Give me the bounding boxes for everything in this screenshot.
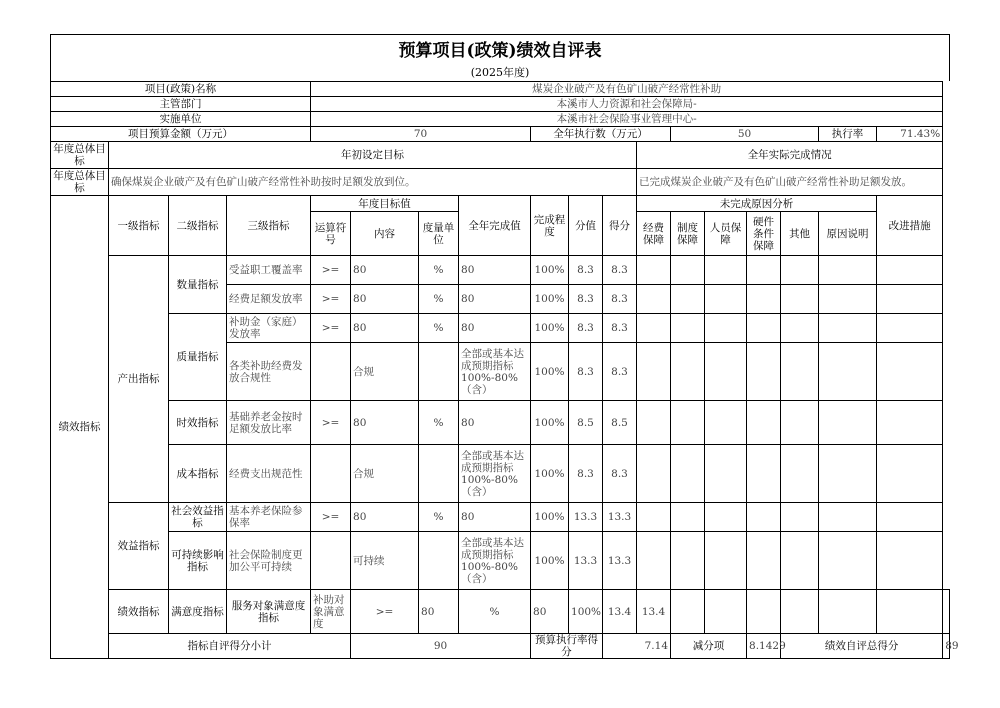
exec-score-label: 预算执行率得分 xyxy=(531,634,603,659)
actual-header: 全年完成值 xyxy=(459,196,531,256)
indicator-name: 基本养老保险参保率 xyxy=(227,503,311,532)
executor-label: 实施单位 xyxy=(51,112,311,127)
completion-cell: 100% xyxy=(531,285,569,314)
deduct-label: 减分项 xyxy=(671,634,747,659)
reason-system-header: 制度保障 xyxy=(671,212,705,256)
unit-cell: % xyxy=(419,314,459,343)
unit-cell xyxy=(419,343,459,401)
content-cell: 80 xyxy=(351,503,419,532)
executor-value: 本溪市社会保险事业管理中心- xyxy=(311,112,943,127)
output-indicator-label: 产出指标 xyxy=(109,256,169,503)
score-value-header: 分值 xyxy=(569,196,603,256)
score-header: 得分 xyxy=(603,196,637,256)
satisfaction-indicator-label: 满意度指标 xyxy=(169,590,227,634)
table-row xyxy=(51,445,950,503)
indicator-name: 受益职工覆盖率 xyxy=(227,256,311,285)
actual-cell: 80 xyxy=(459,503,531,532)
group-sustain: 可持续影响指标 xyxy=(169,532,227,590)
score-cell: 8.3 xyxy=(603,314,637,343)
budget-value: 70 xyxy=(311,127,531,142)
improve-header: 改进措施 xyxy=(877,196,943,256)
score-cell: 13.3 xyxy=(603,532,637,590)
completion-header: 完成程度 xyxy=(531,196,569,256)
score-cell: 13.3 xyxy=(603,503,637,532)
group-quality: 质量指标 xyxy=(169,314,227,401)
reason-funds-header: 经费保障 xyxy=(637,212,671,256)
indicator-name: 补助对象满意度 xyxy=(311,590,351,634)
op-cell: >= xyxy=(311,285,351,314)
initial-goal-header: 年初设定目标 xyxy=(109,142,637,169)
unit-cell xyxy=(419,445,459,503)
content-cell: 80 xyxy=(351,285,419,314)
score-value-cell: 8.3 xyxy=(569,343,603,401)
reason-desc-header: 原因说明 xyxy=(819,212,877,256)
actual-cell: 80 xyxy=(459,314,531,343)
actual-goal-text: 已完成煤炭企业破产及有色矿山破产经常性补助足额发放。 xyxy=(637,169,943,196)
content-header: 内容 xyxy=(351,212,419,256)
completion-cell: 100% xyxy=(531,256,569,285)
total-value: 89 xyxy=(943,634,950,659)
unit-cell: % xyxy=(459,590,531,634)
completion-cell: 100% xyxy=(531,532,569,590)
exec-rate-label: 执行率 xyxy=(819,127,877,142)
content-cell: 80 xyxy=(351,401,419,445)
evaluation-table xyxy=(50,81,959,659)
group-quantity: 数量指标 xyxy=(169,256,227,314)
score-cell: 8.3 xyxy=(603,445,637,503)
level1-header: 一级指标 xyxy=(109,196,169,256)
level2-header: 二级指标 xyxy=(169,196,227,256)
project-name-label: 项目(政策)名称 xyxy=(51,82,311,97)
table-row xyxy=(51,401,950,445)
op-header: 运算符号 xyxy=(311,212,351,256)
content-cell: 合规 xyxy=(351,343,419,401)
evaluation-sheet xyxy=(50,34,959,659)
actual-goal-header: 全年实际完成情况 xyxy=(637,142,943,169)
indicator-name: 基础养老金按时足额发放比率 xyxy=(227,401,311,445)
score-cell: 8.3 xyxy=(603,256,637,285)
unit-cell: % xyxy=(419,285,459,314)
department-label: 主管部门 xyxy=(51,97,311,112)
project-name-value: 煤炭企业破产及有色矿山破产经常性补助 xyxy=(311,82,943,97)
target-group-header: 年度目标值 xyxy=(311,196,459,212)
actual-cell: 全部或基本达成预期指标100%-80%（含） xyxy=(459,343,531,401)
completion-cell: 100% xyxy=(569,590,603,634)
completion-cell: 100% xyxy=(531,343,569,401)
score-cell: 13.4 xyxy=(637,590,671,634)
content-cell: 80 xyxy=(351,256,419,285)
indicator-name: 经费足额发放率 xyxy=(227,285,311,314)
score-value-cell: 13.4 xyxy=(603,590,637,634)
table-row xyxy=(51,256,950,285)
op-cell: >= xyxy=(311,256,351,285)
score-value-cell: 8.5 xyxy=(569,401,603,445)
actual-spend-label: 全年执行数（万元） xyxy=(531,127,671,142)
initial-goal-text: 确保煤炭企业破产及有色矿山破产经常性补助按时足额发放到位。 xyxy=(109,169,637,196)
unit-cell: % xyxy=(419,401,459,445)
actual-spend-value: 50 xyxy=(671,127,819,142)
goal-label: 年度总体目标 xyxy=(51,142,109,169)
completion-cell: 100% xyxy=(531,401,569,445)
table-row xyxy=(51,590,950,634)
unit-header: 度量单位 xyxy=(419,212,459,256)
unit-cell: % xyxy=(419,503,459,532)
subtotal-value: 90 xyxy=(351,634,531,659)
benefit-indicator-label: 效益指标 xyxy=(109,503,169,590)
actual-cell: 80 xyxy=(459,256,531,285)
unit-cell xyxy=(419,532,459,590)
indicator-name: 社会保险制度更加公平可持续 xyxy=(227,532,311,590)
reason-hardware-header: 硬件条件保障 xyxy=(747,212,781,256)
score-cell: 8.5 xyxy=(603,401,637,445)
table-row xyxy=(51,532,950,590)
completion-cell: 100% xyxy=(531,503,569,532)
exec-rate-value: 71.43% xyxy=(877,127,943,142)
exec-score-value: 7.14 xyxy=(603,634,671,659)
content-cell: 可持续 xyxy=(351,532,419,590)
score-value-cell: 8.3 xyxy=(569,314,603,343)
department-value: 本溪市人力资源和社会保障局- xyxy=(311,97,943,112)
score-value-cell: 13.3 xyxy=(569,503,603,532)
actual-cell: 80 xyxy=(459,401,531,445)
group-cost: 成本指标 xyxy=(169,445,227,503)
actual-cell: 80 xyxy=(531,590,569,634)
content-cell: 80 xyxy=(419,590,459,634)
score-value-cell: 8.3 xyxy=(569,285,603,314)
score-cell: 8.3 xyxy=(603,343,637,401)
subtotal-label: 指标自评得分小计 xyxy=(109,634,351,659)
op-cell xyxy=(311,532,351,590)
score-value-cell: 8.3 xyxy=(569,445,603,503)
total-label: 绩效自评总得分 xyxy=(781,634,943,659)
completion-cell: 100% xyxy=(531,314,569,343)
op-cell xyxy=(311,445,351,503)
op-cell: >= xyxy=(311,503,351,532)
completion-cell: 100% xyxy=(531,445,569,503)
group-social: 社会效益指标 xyxy=(169,503,227,532)
budget-label: 项目预算金额（万元） xyxy=(51,127,311,142)
indicator-name: 经费支出规范性 xyxy=(227,445,311,503)
group-time: 时效指标 xyxy=(169,401,227,445)
group-service: 服务对象满意度指标 xyxy=(227,590,311,634)
reason-group-header: 未完成原因分析 xyxy=(637,196,877,212)
indicator-name: 补助金（家庭）发放率 xyxy=(227,314,311,343)
sheet-title: 预算项目(政策)绩效自评表 xyxy=(50,34,950,65)
reason-other-header: 其他 xyxy=(781,212,819,256)
op-cell: >= xyxy=(351,590,419,634)
unit-cell: % xyxy=(419,256,459,285)
score-value-cell: 13.3 xyxy=(569,532,603,590)
perf-indicator-label: 绩效指标 xyxy=(51,196,109,659)
op-cell: >= xyxy=(311,314,351,343)
score-cell: 8.3 xyxy=(603,285,637,314)
deduct-value: 8.1429 xyxy=(747,634,781,659)
level3-header: 三级指标 xyxy=(227,196,311,256)
actual-cell: 全部或基本达成预期指标100%-80%（含） xyxy=(459,445,531,503)
table-row xyxy=(51,314,950,343)
content-cell: 合规 xyxy=(351,445,419,503)
actual-cell: 全部或基本达成预期指标100%-80%（含） xyxy=(459,532,531,590)
op-cell xyxy=(311,343,351,401)
op-cell: >= xyxy=(311,401,351,445)
sheet-year: (2025年度) xyxy=(50,65,950,81)
actual-cell: 80 xyxy=(459,285,531,314)
goal-label: 年度总体目标 xyxy=(51,169,109,196)
indicator-name: 各类补助经费发放合规性 xyxy=(227,343,311,401)
table-row xyxy=(51,503,950,532)
reason-staff-header: 人员保障 xyxy=(705,212,747,256)
perf-indicator-label-2: 绩效指标 xyxy=(109,590,169,634)
content-cell: 80 xyxy=(351,314,419,343)
score-value-cell: 8.3 xyxy=(569,256,603,285)
